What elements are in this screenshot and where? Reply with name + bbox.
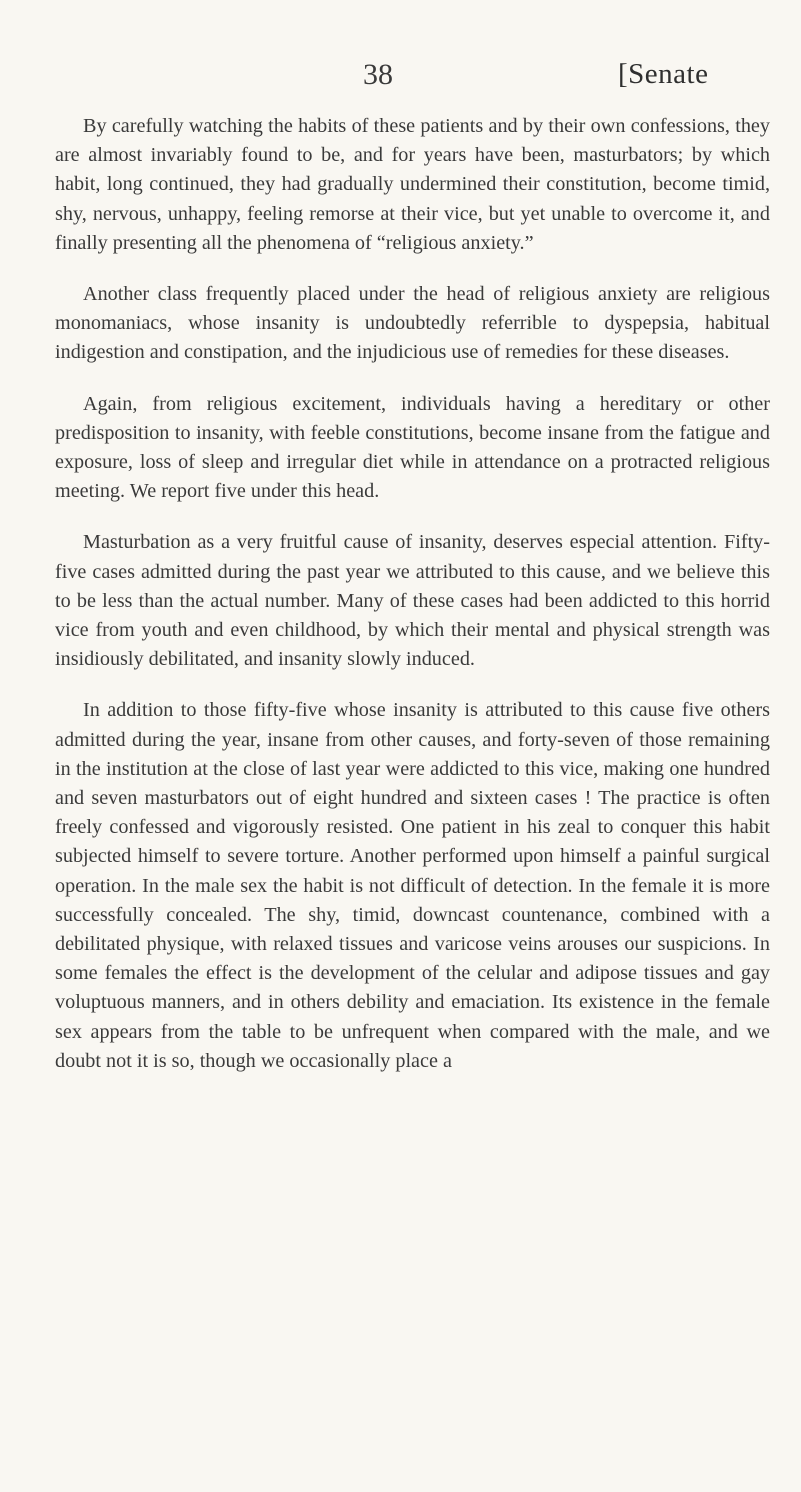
paragraph-cause-of-insanity: Masturbation as a very fruitful cause of insanity, deserves especial attention. Fifty-five cases admitted during the past year we attributed to this cause, and we believe this to be less than the actual number. Many of these cases had been addicted to this horrid vice from youth and even childhood, by which their mental and physical strength was insidiously debilitated, and insanity slowly induced. bbox=[55, 531, 770, 671]
page-header bbox=[0, 58, 801, 98]
paragraph-religious-monomaniacs: Another class frequently placed under the head of religious anxiety are religious monomaniacs, whose insanity is undoubtedly referrible to dyspepsia, habitual indigestion and constipation, and the injudicious use of remedies for these diseases. bbox=[55, 283, 770, 364]
page-number: 38 bbox=[363, 58, 393, 91]
paragraph-religious-anxiety: By carefully watching the habits of these patients and by their own confessions, they are almost invariably found to be, and for years have been, masturbators; by which habit, long continued, they had gradually undermined their constitution, become timid, shy, nervous, unhappy, feeling remorse at their vice, but yet unable to overcome it, and finally presenting all the phenomena of “religious anxiety.” bbox=[55, 115, 770, 254]
running-head: [Senate bbox=[618, 58, 709, 90]
paragraph-case-count: In addition to those fifty-five whose insanity is attributed to this cause five others admitted during the year, insane from other causes, and forty-seven of those remaining in the institution at the close of last year were addicted to this vice, making one hundred and seven masturbators out of eight hundred and sixteen cases ! The practice is often freely confessed and vigorously resisted. One patient in his zeal to conquer this habit subjected himself to severe torture. Another performed upon himself a painful surgical operation. In the male sex the habit is not difficult of detection. In the female it is more successfully concealed. The shy, timid, downcast countenance, combined with a debilitated physique, with relaxed tissues and varicose veins arouses our suspicions. In some females the effect is the development of the celular and adipose tissues and gay voluptuous manners, and in others debility and emaciation. Its existence in the female sex appears from the table to be unfrequent when compared with the male, and we doubt not it is so, though we occasionally place a bbox=[55, 699, 770, 1072]
body-text bbox=[55, 112, 770, 1076]
paragraph-religious-excitement: Again, from religious excitement, individuals having a hereditary or other predisposition to insanity, with feeble constitutions, become insane from the fatigue and exposure, loss of sleep and irregular diet while in attendance on a protracted religious meeting. We report five under this head. bbox=[55, 392, 770, 503]
